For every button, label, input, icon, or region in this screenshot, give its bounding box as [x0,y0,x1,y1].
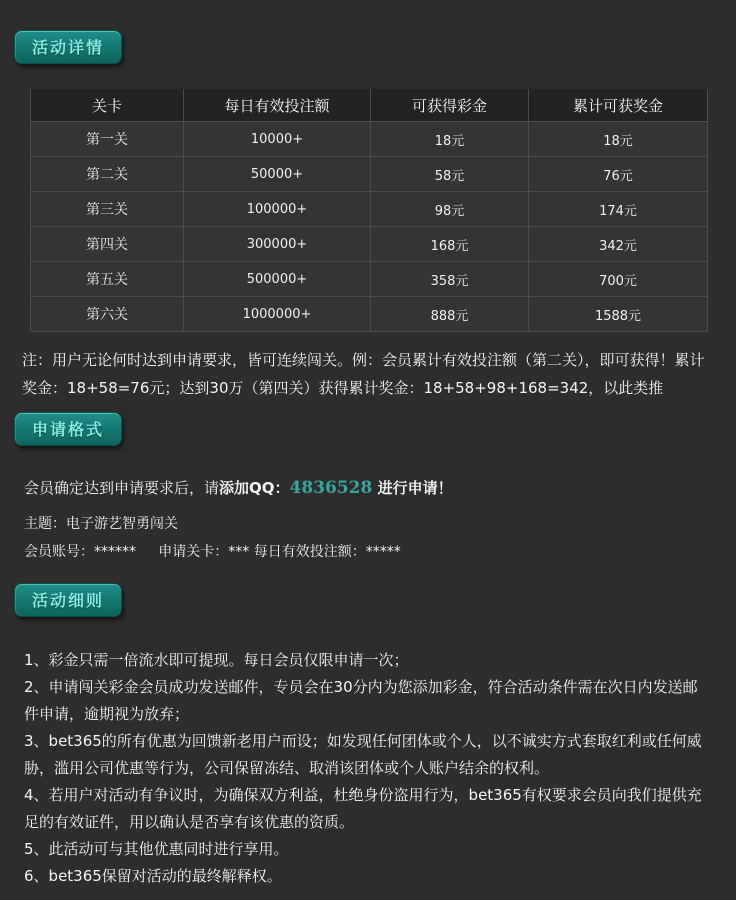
cell-level: 第二关 [31,157,184,192]
cell-daily-bet: 300000+ [184,227,371,262]
rule-item: 5、此活动可与其他优惠同时进行享用。 [24,840,289,858]
cell-daily-bet: 100000+ [184,192,371,227]
table-row [31,227,708,262]
cell-cumulative-bonus: 342元 [529,227,708,262]
column-header-bonus: 可获得彩金 [371,89,529,122]
cell-cumulative-bonus: 18元 [529,122,708,157]
column-header-level: 关卡 [31,89,184,122]
cell-level: 第五关 [31,262,184,297]
rewards-table [30,89,708,332]
cell-cumulative-bonus: 1588元 [529,297,708,332]
activity-details-section [0,30,736,402]
cell-bonus: 18元 [371,122,529,157]
apply-instruction-prefix: 会员确定达到申请要求后，请 [24,479,220,497]
rule-item: 3、bet365的所有优惠为回馈新老用户而设；如发现任何团体或个人，以不诚实方式套取红利或任何威胁，滥用公司优惠等行为，公司保留冻结、取消该团体或个人账户结余的权利。 [24,732,702,777]
rule-item: 4、若用户对活动有争议时，为确保双方利益，杜绝身份盗用行为，bet365有权要求会员向我们提供充足的有效证件，用以确认是否享有该优惠的资质。 [24,786,702,831]
activity-details-badge: 活动详情 [14,30,122,64]
table-row [31,157,708,192]
cell-level: 第一关 [31,122,184,157]
column-header-cumulative-bonus: 累计可获奖金 [529,89,708,122]
account-line: 会员账号：****** 申请关卡：*** 每日有效投注额：***** [24,544,401,560]
rule-item: 2、申请闯关彩金会员成功发送邮件，专员会在30分内为您添加彩金，符合活动条件需在次日内发送邮件申请，逾期视为放弃； [24,678,698,723]
rules-section [0,583,736,890]
cell-bonus: 58元 [371,157,529,192]
rule-item: 6、bet365保留对活动的最终解释权。 [24,867,282,885]
rule-item: 1、彩金只需一倍流水即可提现。每日会员仅限申请一次； [24,651,409,669]
apply-qq-label: 添加QQ： [219,479,290,497]
cell-level: 第三关 [31,192,184,227]
table-row [31,192,708,227]
qq-number: 4836528 [289,478,373,498]
cell-daily-bet: 1000000+ [184,297,371,332]
apply-instruction-suffix: 进行申请！ [372,479,453,497]
cell-bonus: 168元 [371,227,529,262]
cell-bonus: 98元 [371,192,529,227]
cell-bonus: 888元 [371,297,529,332]
rules-list [24,647,712,890]
cell-level: 第四关 [31,227,184,262]
apply-format-badge: 申请格式 [14,412,122,446]
table-row [31,262,708,297]
cell-cumulative-bonus: 700元 [529,262,708,297]
apply-instruction [24,477,712,498]
table-row [31,297,708,332]
cell-daily-bet: 10000+ [184,122,371,157]
cell-cumulative-bonus: 174元 [529,192,708,227]
cell-daily-bet: 500000+ [184,262,371,297]
table-header-row [31,89,708,122]
column-header-daily-bet: 每日有效投注额 [184,89,371,122]
cell-level: 第六关 [31,297,184,332]
cell-daily-bet: 50000+ [184,157,371,192]
apply-format-section [0,412,736,561]
cell-bonus: 358元 [371,262,529,297]
cell-cumulative-bonus: 76元 [529,157,708,192]
table-row [31,122,708,157]
rules-badge: 活动细则 [14,583,122,617]
subject-line: 主题：电子游艺智勇闯关 [24,516,178,532]
note-text: 注：用户无论何时达到申请要求，皆可连续闯关。例：会员累计有效投注额（第二关），即可获得！累计奖金：18+58=76元；达到30万（第四关）获得累计奖金：18+58+98+168=342，以此类推 [22,351,705,397]
